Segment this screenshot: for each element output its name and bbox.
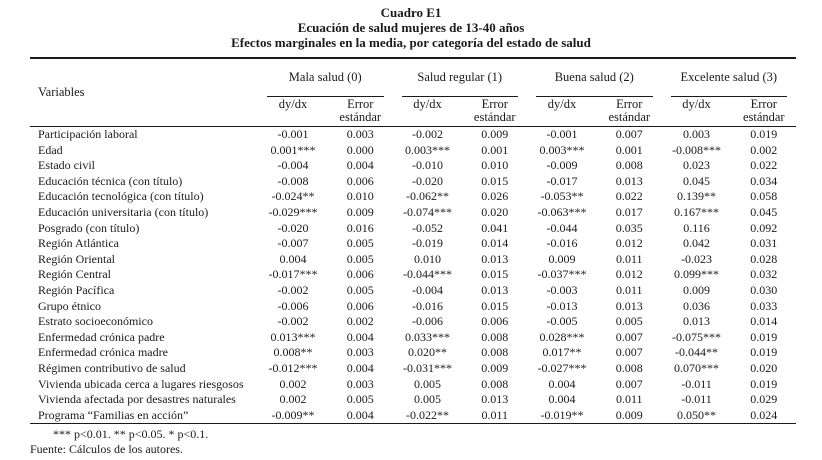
subheader-error: Error estándar: [597, 97, 662, 127]
table-row: [30, 299, 796, 315]
dydx-value-cell: -0.002: [412, 127, 443, 141]
table-row: [30, 267, 796, 283]
dydx-value-cell: 0.003***: [405, 142, 450, 157]
group-label-excelente-salud: Excelente salud (3): [671, 59, 788, 97]
stderr-value-cell: 0.009: [481, 360, 509, 375]
dydx-value-cell: 0.045: [683, 173, 711, 188]
stderr-value-cell: 0.016: [346, 220, 374, 235]
dydx-value-cell: -0.008: [277, 173, 309, 188]
subheader-error: Error estándar: [328, 97, 393, 127]
significance-note: *** p<0.01. ** p<0.05. * p<0.1.: [53, 427, 209, 442]
group-label-buena-salud: Buena salud (2): [536, 59, 653, 97]
dydx-value-cell: -0.037***: [537, 267, 587, 282]
subheader-dydx: dy/dx: [662, 97, 732, 127]
dydx-value-cell: -0.013: [546, 298, 578, 313]
stderr-value-cell: 0.015: [481, 298, 509, 313]
subheader-dydx: dy/dx: [393, 97, 463, 127]
dydx-value-cell: -0.011: [681, 376, 712, 391]
stderr-value-cell: 0.011: [615, 282, 643, 297]
stderr-value-cell: 0.005: [346, 282, 374, 297]
stderr-value-cell: 0.022: [750, 158, 778, 173]
dydx-value-cell: -0.006: [412, 314, 443, 329]
group-header-mala-salud: [258, 58, 393, 97]
stderr-value-cell: 0.008: [615, 158, 643, 173]
variable-cell: Vivienda ubicada cerca a lugares riesgosos: [38, 376, 244, 391]
stderr-value-cell: 0.013: [481, 282, 509, 297]
table-title: Ecuación de salud mujeres de 13-40 años: [297, 20, 525, 35]
stderr-value-cell: 0.007: [615, 127, 643, 141]
stderr-value-cell: 0.005: [346, 251, 374, 266]
table-row: [30, 345, 796, 361]
table-title-block: [0, 0, 822, 50]
stderr-value-cell: 0.041: [481, 220, 509, 235]
variable-cell: Región Pacífica: [38, 282, 115, 297]
dydx-value-cell: -0.027***: [537, 360, 587, 375]
stderr-value-cell: 0.013: [615, 173, 643, 188]
dydx-value-cell: -0.044**: [675, 345, 719, 360]
dydx-value-cell: -0.002: [277, 282, 309, 297]
stderr-value-cell: 0.010: [346, 189, 374, 204]
dydx-value-cell: -0.016: [412, 298, 443, 313]
dydx-value-cell: 0.004: [548, 376, 576, 391]
dydx-value-cell: -0.001: [277, 127, 309, 141]
table-row: [30, 189, 796, 205]
stderr-value-cell: 0.029: [750, 392, 778, 407]
stderr-value-cell: 0.013: [615, 298, 643, 313]
stderr-value-cell: 0.005: [346, 236, 374, 251]
dydx-value-cell: -0.023: [681, 251, 713, 266]
stderr-value-cell: 0.000: [346, 142, 374, 157]
dydx-value-cell: -0.012***: [268, 360, 318, 375]
stderr-value-cell: 0.005: [615, 314, 643, 329]
dydx-value-cell: 0.017**: [542, 345, 582, 360]
table-row: [30, 377, 796, 393]
dydx-value-cell: 0.099***: [674, 267, 720, 282]
stderr-value-cell: 0.007: [615, 329, 643, 344]
dydx-value-cell: -0.016: [546, 236, 578, 251]
dydx-value-cell: -0.020: [412, 173, 443, 188]
stderr-value-cell: 0.004: [346, 360, 374, 375]
dydx-value-cell: 0.042: [683, 236, 711, 251]
dydx-value-cell: 0.050**: [662, 408, 732, 424]
table-subtitle: Efectos marginales en la media, por categoría del estado de salud: [231, 35, 591, 50]
stderr-value-cell: 0.012: [615, 236, 643, 251]
dydx-value-cell: -0.074***: [403, 204, 452, 219]
table-row: [30, 361, 796, 377]
stderr-value-cell: 0.014: [750, 314, 778, 329]
variable-cell: Posgrado (con título): [38, 220, 140, 235]
dydx-value-cell: 0.020**: [408, 345, 447, 360]
variable-cell: Región Oriental: [38, 251, 115, 266]
dydx-value-cell: -0.017: [546, 173, 578, 188]
dydx-value-cell: 0.116: [683, 220, 710, 235]
dydx-value-cell: 0.004: [548, 392, 576, 407]
stderr-value-cell: 0.020: [481, 204, 509, 219]
dydx-value-cell: 0.009: [683, 282, 711, 297]
stderr-value-cell: 0.001: [615, 142, 643, 157]
stderr-value-cell: 0.007: [615, 345, 643, 360]
table-row: [30, 392, 796, 408]
stderr-value-cell: 0.011: [615, 251, 643, 266]
stderr-value-cell: 0.002: [750, 142, 778, 157]
dydx-value-cell: 0.003: [683, 127, 711, 141]
stderr-value-cell: 0.015: [481, 173, 509, 188]
dydx-value-cell: -0.006: [277, 298, 309, 313]
dydx-value-cell: -0.011: [681, 392, 712, 407]
dydx-value-cell: -0.044***: [403, 267, 452, 282]
stderr-value-cell: 0.015: [481, 267, 509, 282]
stderr-value-cell: 0.013: [481, 392, 509, 407]
table-row: [30, 283, 796, 299]
dydx-value-cell: -0.009**: [258, 408, 328, 424]
table-row: [30, 330, 796, 346]
stderr-value-cell: 0.030: [750, 282, 778, 297]
dydx-value-cell: 0.013***: [270, 329, 316, 344]
stderr-value-cell: 0.001: [481, 142, 509, 157]
stderr-value-cell: 0.010: [481, 158, 509, 173]
stderr-value-cell: 0.019: [750, 345, 778, 360]
table-row: [30, 127, 796, 143]
dydx-value-cell: 0.036: [683, 298, 711, 313]
dydx-value-cell: -0.003: [546, 282, 578, 297]
group-header-salud-regular: [393, 58, 528, 97]
stderr-value-cell: 0.020: [750, 360, 778, 375]
dydx-value-cell: 0.001***: [270, 142, 316, 157]
dydx-value-cell: -0.062**: [406, 189, 449, 204]
dydx-value-cell: 0.005: [414, 392, 441, 407]
stderr-value-cell: 0.019: [750, 329, 778, 344]
table-row: [30, 158, 796, 174]
stderr-value-cell: 0.045: [750, 204, 778, 219]
stderr-value-cell: 0.006: [346, 267, 374, 282]
dydx-value-cell: -0.017***: [268, 267, 318, 282]
variable-cell: Educación técnica (con título): [38, 173, 183, 188]
table-header: [30, 58, 796, 127]
variable-cell: Grupo étnico: [38, 298, 101, 313]
stderr-value-cell: 0.022: [615, 189, 643, 204]
stderr-value-cell: 0.009: [481, 127, 509, 141]
dydx-value-cell: -0.053**: [540, 189, 584, 204]
stderr-value-cell: 0.009: [597, 408, 662, 424]
subheader-dydx: dy/dx: [258, 97, 328, 127]
dydx-value-cell: -0.005: [546, 314, 578, 329]
stderr-value-cell: 0.008: [481, 376, 509, 391]
dydx-value-cell: 0.010: [414, 251, 441, 266]
dydx-value-cell: -0.004: [412, 282, 443, 297]
table-row: [30, 221, 796, 237]
dydx-value-cell: -0.019: [412, 236, 443, 251]
group-header-row: [30, 58, 796, 97]
dydx-value-cell: 0.013: [683, 314, 711, 329]
stderr-value-cell: 0.013: [481, 251, 509, 266]
dydx-value-cell: -0.031***: [403, 360, 452, 375]
dydx-value-cell: 0.033***: [405, 329, 450, 344]
stderr-value-cell: 0.019: [750, 127, 778, 141]
stderr-value-cell: 0.004: [346, 329, 374, 344]
variable-cell: Enfermedad crónica padre: [38, 329, 165, 344]
variable-cell: Educación universitaria (con título): [38, 204, 209, 219]
table-body: [30, 127, 796, 424]
stderr-value-cell: 0.008: [481, 329, 509, 344]
dydx-value-cell: 0.009: [548, 251, 576, 266]
stderr-value-cell: 0.035: [615, 220, 643, 235]
dydx-value-cell: -0.009: [546, 158, 578, 173]
dydx-value-cell: 0.023: [683, 158, 711, 173]
dydx-value-cell: 0.008**: [273, 345, 313, 360]
dydx-value-cell: -0.063***: [537, 204, 587, 219]
table-number: Cuadro E1: [380, 5, 442, 20]
dydx-value-cell: 0.004: [279, 251, 307, 266]
stderr-value-cell: 0.004: [346, 158, 374, 173]
variable-cell: Región Atlántica: [38, 236, 119, 251]
stderr-value-cell: 0.034: [750, 173, 778, 188]
dydx-value-cell: -0.008***: [672, 142, 722, 157]
variable-cell: Programa “Familias en acción”: [30, 408, 258, 424]
dydx-value-cell: -0.022**: [393, 408, 463, 424]
stderr-value-cell: 0.002: [346, 314, 374, 329]
stderr-value-cell: 0.004: [328, 408, 393, 424]
table-row: [30, 205, 796, 221]
variable-cell: Edad: [38, 142, 63, 157]
dydx-value-cell: 0.070***: [674, 360, 720, 375]
stderr-value-cell: 0.006: [346, 173, 374, 188]
stderr-value-cell: 0.017: [615, 204, 643, 219]
dydx-value-cell: -0.052: [412, 220, 443, 235]
stderr-value-cell: 0.006: [346, 298, 374, 313]
stderr-value-cell: 0.033: [750, 298, 778, 313]
stderr-value-cell: 0.006: [481, 314, 509, 329]
dydx-value-cell: -0.010: [412, 158, 443, 173]
stderr-value-cell: 0.031: [750, 236, 778, 251]
stderr-value-cell: 0.028: [750, 251, 778, 266]
variable-cell: Estrato socioeconómico: [38, 314, 153, 329]
dydx-value-cell: 0.139**: [677, 189, 717, 204]
stderr-value-cell: 0.032: [750, 267, 778, 282]
dydx-value-cell: -0.020: [277, 220, 309, 235]
dydx-value-cell: -0.044: [546, 220, 578, 235]
variables-column-header: Variables: [30, 58, 258, 127]
stderr-value-cell: 0.058: [750, 189, 778, 204]
subheader-error: Error estándar: [732, 97, 797, 127]
dydx-value-cell: 0.028***: [539, 329, 585, 344]
table-row: [30, 143, 796, 159]
stderr-value-cell: 0.003: [346, 376, 374, 391]
dydx-value-cell: 0.005: [414, 376, 441, 391]
stderr-value-cell: 0.007: [615, 376, 643, 391]
stderr-value-cell: 0.024: [732, 408, 797, 424]
dydx-value-cell: 0.002: [279, 376, 307, 391]
variable-cell: Estado civil: [38, 158, 95, 173]
subheader-dydx: dy/dx: [527, 97, 597, 127]
group-header-buena-salud: [527, 58, 662, 97]
stderr-value-cell: 0.005: [346, 392, 374, 407]
dydx-value-cell: -0.075***: [672, 329, 722, 344]
stderr-value-cell: 0.014: [481, 236, 509, 251]
footnotes: [30, 427, 822, 456]
variable-cell: Vivienda afectada por desastres naturales: [38, 392, 236, 407]
group-label-salud-regular: Salud regular (1): [402, 59, 519, 97]
dydx-value-cell: 0.167***: [674, 204, 720, 219]
variable-cell: Régimen contributivo de salud: [38, 360, 186, 375]
dydx-value-cell: -0.019**: [527, 408, 597, 424]
variable-cell: Educación tecnológica (con título): [38, 189, 204, 204]
dydx-value-cell: 0.002: [279, 392, 307, 407]
source-note: Fuente: Cálculos de los autores.: [30, 441, 183, 456]
table-row: [30, 408, 796, 424]
group-label-mala-salud: Mala salud (0): [267, 59, 384, 97]
table-row: [30, 252, 796, 268]
marginal-effects-table: [30, 57, 796, 424]
table-row: [30, 236, 796, 252]
stderr-value-cell: 0.003: [346, 127, 374, 141]
stderr-value-cell: 0.092: [750, 220, 778, 235]
stderr-value-cell: 0.009: [346, 204, 374, 219]
stderr-value-cell: 0.012: [615, 267, 643, 282]
dydx-value-cell: -0.002: [277, 314, 309, 329]
variable-cell: Enfermedad crónica madre: [38, 345, 168, 360]
dydx-value-cell: -0.001: [546, 127, 578, 141]
stderr-value-cell: 0.011: [615, 392, 643, 407]
dydx-value-cell: 0.003***: [539, 142, 585, 157]
stderr-value-cell: 0.008: [615, 360, 643, 375]
group-header-excelente-salud: [662, 58, 797, 97]
dydx-value-cell: -0.029***: [268, 204, 318, 219]
stderr-value-cell: 0.011: [463, 408, 528, 424]
variable-cell: Participación laboral: [38, 127, 138, 141]
subheader-error: Error estándar: [463, 97, 528, 127]
table-row: [30, 314, 796, 330]
stderr-value-cell: 0.008: [481, 345, 509, 360]
dydx-value-cell: -0.024**: [271, 189, 315, 204]
dydx-value-cell: -0.004: [277, 158, 309, 173]
variable-cell: Región Central: [38, 267, 111, 282]
stderr-value-cell: 0.003: [346, 345, 374, 360]
dydx-value-cell: -0.007: [277, 236, 309, 251]
stderr-value-cell: 0.026: [481, 189, 509, 204]
stderr-value-cell: 0.019: [750, 376, 778, 391]
table-row: [30, 174, 796, 190]
